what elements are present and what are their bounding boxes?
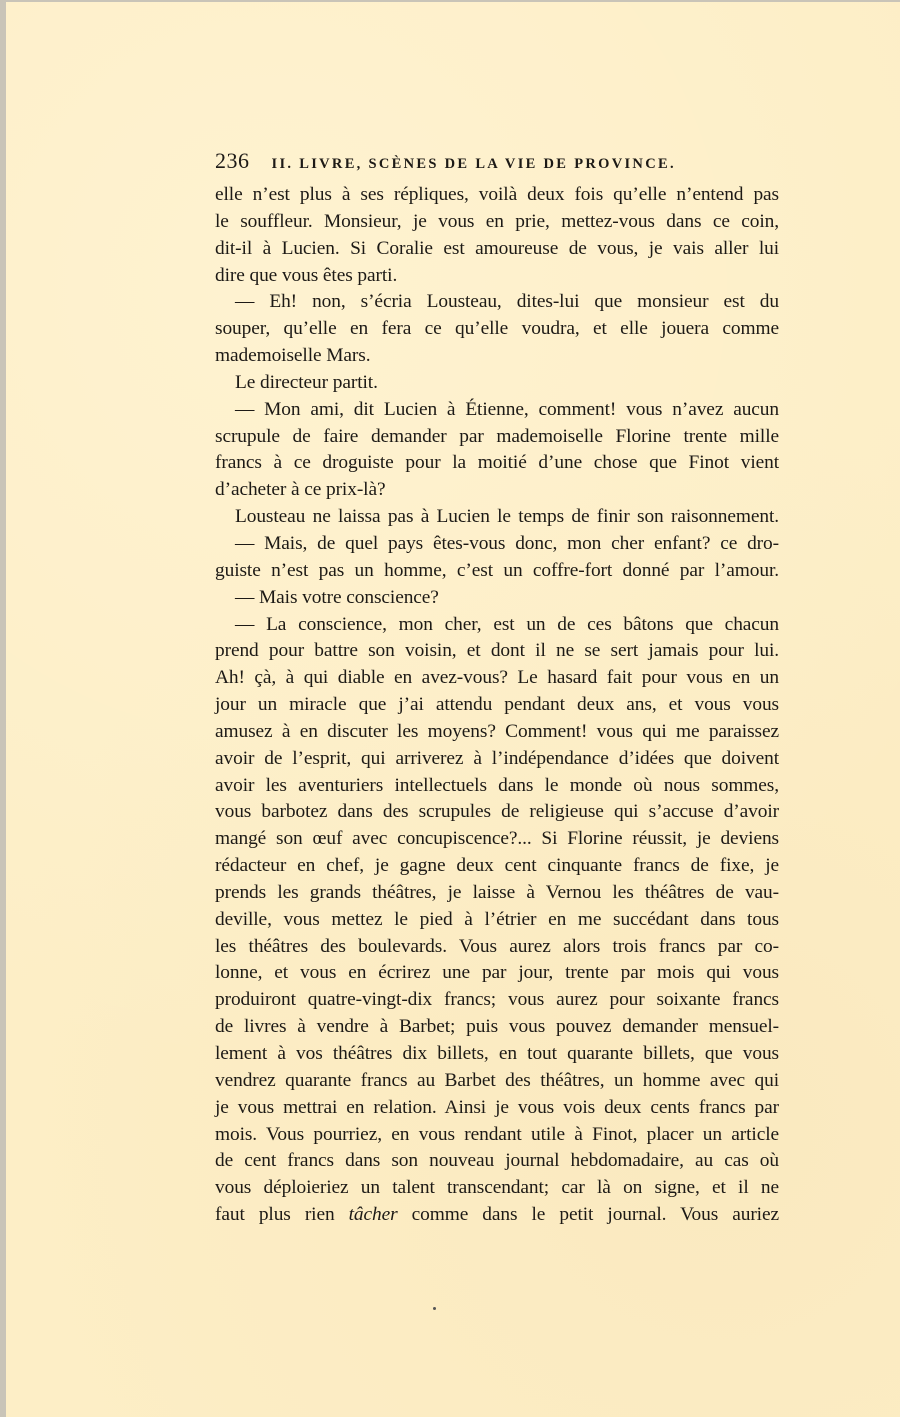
- body-text: [215, 182, 779, 1202]
- text-line: — Mon ami, dit Lucien à Étienne, comment! vous n’avez aucun: [235, 398, 779, 420]
- running-head: II. LIVRE, SCÈNES DE LA VIE DE PROVINCE.: [271, 156, 676, 172]
- text-line: vendrez quarante francs au Barbet des théâtres, un homme avec qui: [215, 1069, 779, 1091]
- page-text: [215, 148, 779, 1229]
- text-line: — Mais votre conscience?: [235, 586, 439, 608]
- text-line: mangé son œuf avec concupiscence?... Si Florine réussit, je deviens: [215, 828, 779, 850]
- text-line: prends les grands théâtres, je laisse à Vernou les théâtres de vau-: [215, 881, 779, 903]
- text-line: elle n’est plus à ses répliques, voilà deux fois qu’elle n’entend pas: [215, 184, 779, 205]
- text-line: — Mais, de quel pays êtes-vous donc, mon cher enfant? ce dro-: [235, 532, 779, 554]
- page-number: 236: [215, 148, 250, 173]
- text-line: d’acheter à ce prix-là?: [215, 479, 386, 501]
- text-line: de cent francs dans son nouveau journal hebdomadaire, au cas où: [215, 1150, 779, 1172]
- text-line: Ah! çà, à qui diable en avez-vous? Le hasard fait pour vous en un: [215, 667, 779, 689]
- italic-word: tâcher: [348, 1204, 398, 1226]
- text-line: lement à vos théâtres dix billets, en tout quarante billets, que vous: [215, 1043, 779, 1064]
- text-line: amusez à en discuter les moyens? Comment! vous qui me paraissez: [215, 720, 779, 742]
- text-line: Lousteau ne laissa pas à Lucien le temps de finir son raisonnement.: [235, 506, 779, 528]
- text-line: produiront quatre-vingt-dix francs; vous aurez pour soixante francs: [215, 989, 779, 1011]
- text-line: avoir de l’esprit, qui arriverez à l’indépendance d’idées que doivent: [215, 747, 779, 769]
- text-line: lonne, et vous en écrirez une par jour, trente par mois qui vous: [215, 962, 779, 984]
- text-line: mademoiselle Mars.: [215, 345, 371, 367]
- text-line: mois. Vous pourriez, en vous rendant utile à Finot, placer un article: [215, 1123, 779, 1145]
- text-line: avoir les aventuriers intellectuels dans le monde où nous sommes,: [215, 774, 779, 796]
- text-line: je vous mettrai en relation. Ainsi je vous vois deux cents francs par: [215, 1096, 779, 1118]
- text-line: le souffleur. Monsieur, je vous en prie, mettez-vous dans ce coin,: [215, 210, 779, 232]
- text-line: de livres à vendre à Barbet; puis vous pouvez demander mensuel-: [215, 1016, 779, 1038]
- text-line: — Eh! non, s’écria Lousteau, dites-lui que monsieur est du: [235, 291, 779, 313]
- text-line: les théâtres des boulevards. Vous aurez alors trois francs par co-: [215, 935, 779, 957]
- text-line: jour un miracle que j’ai attendu pendant deux ans, et vous vous: [215, 694, 779, 716]
- text-line: dit-il à Lucien. Si Coralie est amoureuse de vous, je vais aller lui: [215, 237, 779, 259]
- text-line-final: faut plus rien tâcher comme dans le petit journal. Vous auriez: [215, 1204, 779, 1226]
- text-line: dire que vous êtes parti.: [215, 264, 398, 286]
- text-line: deville, vous mettez le pied à l’étrier en me succédant dans tous: [215, 908, 779, 930]
- book-page: [6, 2, 900, 1417]
- text-line: vous barbotez dans des scrupules de religieuse qui s’accuse d’avoir: [215, 801, 779, 823]
- text-line: francs à ce droguiste pour la moitié d’une chose que Finot vient: [215, 452, 779, 474]
- text-line: prend pour battre son voisin, et dont il ne se sert jamais pour lui.: [215, 640, 779, 662]
- text-line: Le directeur partit.: [235, 371, 378, 393]
- text-line: souper, qu’elle en fera ce qu’elle voudra, et elle jouera comme: [215, 318, 779, 340]
- paper-speck: [433, 1307, 436, 1310]
- text-line: scrupule de faire demander par mademoiselle Florine trente mille: [215, 425, 779, 447]
- text-line: rédacteur en chef, je gagne deux cent cinquante francs de fixe, je: [215, 855, 779, 877]
- text-line: vous déploieriez un talent transcendant; car là on signe, et il ne: [215, 1177, 779, 1199]
- text-line: — La conscience, mon cher, est un de ces bâtons que chacun: [235, 613, 779, 635]
- text-line: guiste n’est pas un homme, c’est un coffre-fort donné par l’amour.: [215, 559, 779, 581]
- page-header: [215, 148, 779, 182]
